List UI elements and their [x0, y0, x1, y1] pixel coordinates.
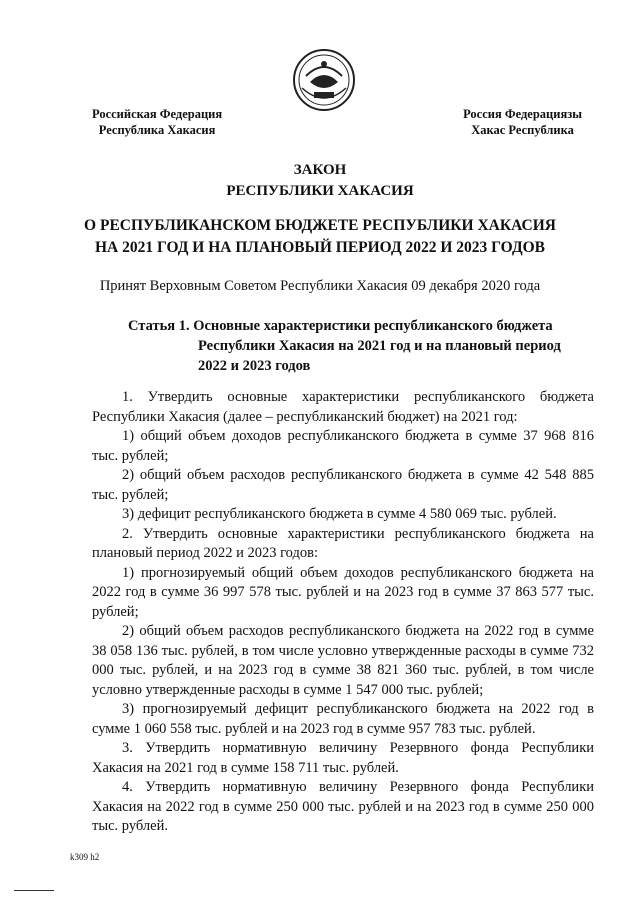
article-heading: [128, 316, 598, 376]
coat-of-arms-emblem: [292, 48, 356, 112]
article-heading-line1: Статья 1. Основные характеристики республиканского бюджета: [128, 318, 553, 334]
paragraph-2: 2. Утвердить основные характеристики республиканского бюджета на плановый период 2022 и 2023 годов:: [92, 525, 594, 561]
law-title: [0, 160, 640, 202]
header-left-line2: Республика Хакасия: [98, 123, 216, 137]
article-body: [92, 388, 594, 837]
header-left-line1: Российская Федерация: [92, 107, 223, 121]
law-subject-line2: НА 2021 ГОД И НА ПЛАНОВЫЙ ПЕРИОД 2022 И 2023 ГОДОВ: [95, 239, 545, 256]
article-heading-line2: Республики Хакасия на 2021 год и на плановый период: [198, 338, 561, 354]
paragraph-1-3: 3) дефицит республиканского бюджета в сумме 4 580 069 тыс. рублей.: [122, 506, 557, 522]
paragraph-1-2: 2) общий объем расходов республиканского бюджета в сумме 42 548 885 тыс. рублей;: [92, 467, 594, 503]
law-title-line1: ЗАКОН: [293, 162, 347, 178]
adoption-note: Принят Верховным Советом Республики Хакасия 09 декабря 2020 года: [99, 278, 541, 294]
paragraph-2-3: 3) прогнозируемый дефицит республиканского бюджета на 2022 год в сумме 1 060 558 тыс. рублей и на 2023 год в сумме 957 783 тыс. рублей.: [92, 701, 594, 737]
footer-divider: [14, 890, 54, 891]
law-subject-line1: О РЕСПУБЛИКАНСКОМ БЮДЖЕТЕ РЕСПУБЛИКИ ХАКАСИЯ: [84, 217, 556, 234]
document-code: k309 h2: [70, 852, 100, 862]
header-right-line2: Хакас Республика: [471, 123, 574, 137]
law-title-line2: РЕСПУБЛИКИ ХАКАСИЯ: [226, 183, 414, 199]
law-subject: [0, 215, 640, 259]
paragraph-1-1: 1) общий объем доходов республиканского бюджета в сумме 37 968 816 тыс. рублей;: [92, 428, 594, 464]
article-heading-line3: 2022 и 2023 годов: [198, 358, 311, 374]
paragraph-4: 4. Утвердить нормативную величину Резервного фонда Республики Хакасия на 2022 год в сумме 250 000 тыс. рублей и на 2023 год в сумме 250 000 тыс. рублей.: [92, 779, 594, 834]
paragraph-1: 1. Утвердить основные характеристики республиканского бюджета Республики Хакасия (далее – республиканский бюджет) на 2021 год:: [92, 389, 594, 425]
paragraph-3: 3. Утвердить нормативную величину Резервного фонда Республики Хакасия на 2021 год в сумме 158 711 тыс. рублей.: [92, 740, 594, 776]
paragraph-2-1: 1) прогнозируемый общий объем доходов республиканского бюджета на 2022 год в сумме 36 997 578 тыс. рублей и на 2023 год в сумме 37 863 577 тыс. рублей;: [92, 564, 594, 620]
header-right: [463, 106, 582, 138]
paragraph-2-2: 2) общий объем расходов республиканского бюджета на 2022 год в сумме 38 058 136 тыс. рублей, в том числе условно утвержденные расходы в сумме 732 000 тыс. рублей, и на 2023 год в сумме 38 821 360 тыс. рублей, в том числе условно утвержденные расходы в сумме 1 547 000 тыс. рублей;: [92, 623, 594, 698]
header-left: [92, 106, 222, 138]
header-right-line1: Россия Федерациязы: [463, 107, 582, 121]
